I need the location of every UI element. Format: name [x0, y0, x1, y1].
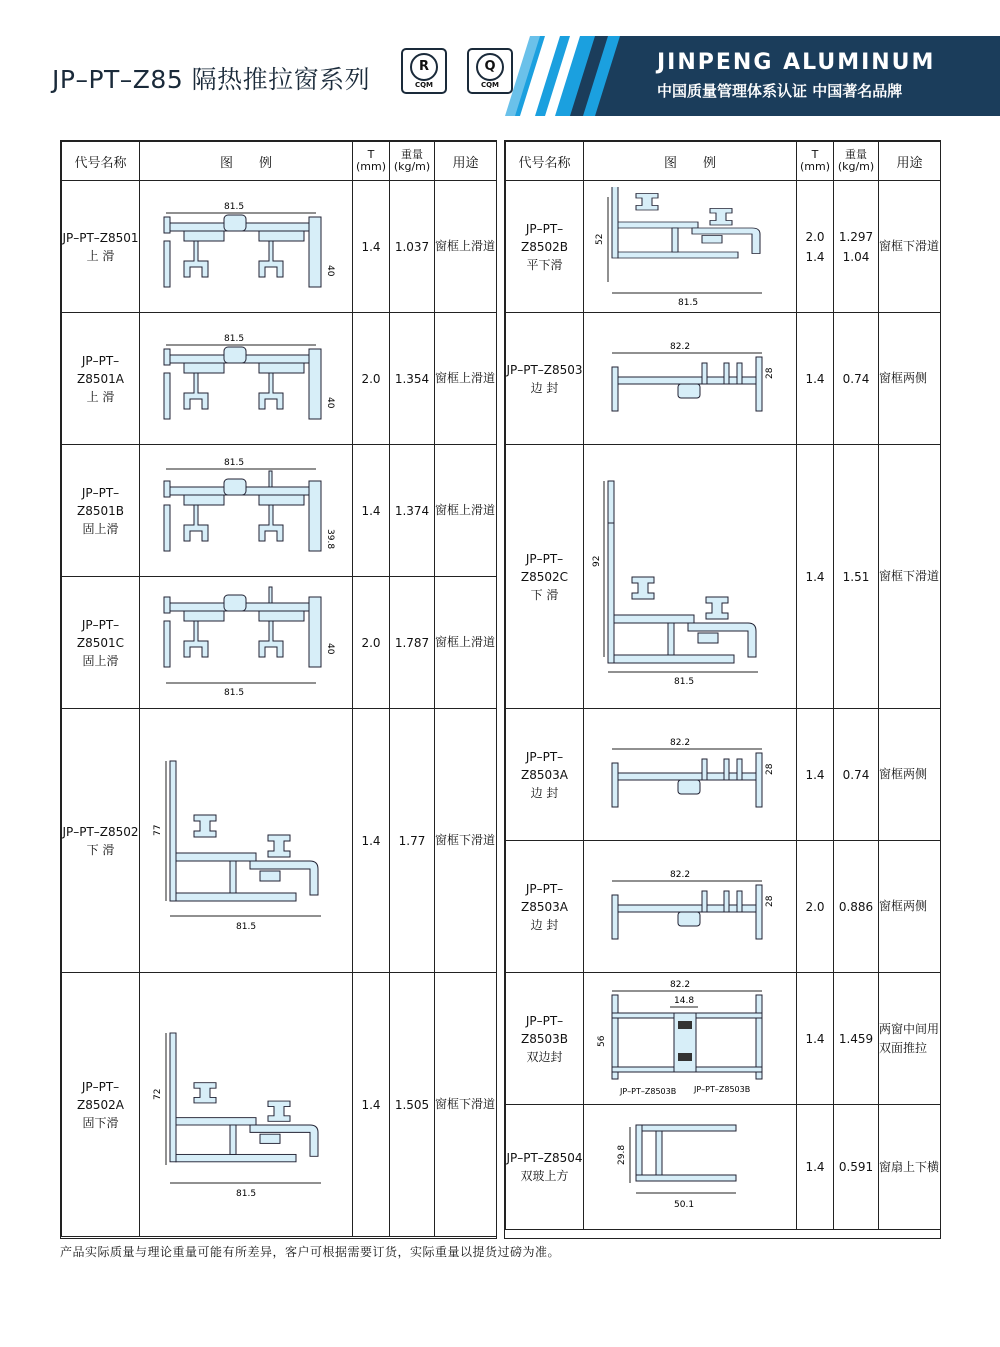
svg-text:28: 28	[765, 367, 775, 379]
svg-text:29.8: 29.8	[617, 1144, 627, 1165]
profile-drawing	[584, 313, 797, 445]
col-header-code: 代号名称	[62, 142, 140, 181]
table-header-row: 代号名称 图 例 T (mm) 重量 (kg/m) 用途	[506, 142, 941, 181]
brand-name: JINPENG ALUMINUM	[657, 50, 936, 75]
table-row: JP–PT–Z8502C 下 滑 92 81.5 1.4 1.51 窗框下滑道	[506, 445, 941, 709]
table-row: JP–PT–Z8502B 平下滑 52 81.5 2.0 1.4 1.297 1.04 窗框下滑道	[506, 181, 941, 313]
svg-text:40: 40	[325, 642, 335, 654]
table-row: JP–PT–Z8502 下 滑 77 81.5 1.4 1.77 窗框下滑道	[62, 709, 497, 973]
cqm-r-certificate-icon: R CQM	[401, 48, 447, 94]
svg-text:82.2: 82.2	[670, 979, 691, 990]
table-row: JP–PT–Z8503 边 封 82.2 28 1.4 0.74 窗框两侧	[506, 313, 941, 445]
svg-text:28: 28	[765, 763, 775, 775]
svg-text:JP–PT–Z8503B: JP–PT–Z8503B	[620, 1086, 677, 1096]
svg-text:82.2: 82.2	[670, 869, 691, 880]
profile-drawing	[140, 709, 353, 973]
table-row: JP–PT–Z8503B 双边封 82.2 14.8 56 JP–PT–Z8503B JP–PT–Z8503B 1.4 1.459 两窗中间用双面推拉	[506, 973, 941, 1105]
col-header-drawing: 图 例	[140, 142, 353, 181]
table-row: JP–PT–Z8501C 固上滑 81.5 40 2.0 1.787 窗框上滑道	[62, 577, 497, 709]
svg-text:81.5: 81.5	[224, 457, 245, 468]
table-row: JP–PT–Z8503A 边 封 82.2 28 1.4 0.74 窗框两侧	[506, 709, 941, 841]
table-row: JP–PT–Z8502A 固下滑 72 81.5 1.4 1.505 窗框下滑道	[62, 973, 497, 1237]
svg-text:77: 77	[153, 824, 163, 836]
page-title: JP–PT–Z85 隔热推拉窗系列	[52, 65, 371, 94]
footer-note: 产品实际质量与理论重量可能有所差异，客户可根据需要订货，实际重量以提货过磅为准。	[60, 1245, 561, 1259]
table-header-row	[62, 142, 497, 181]
profile-drawing	[140, 181, 353, 313]
table-row: JP–PT–Z8501 上 滑 81.5 40 1.4 1.037 窗框上滑道	[62, 181, 497, 313]
svg-text:28: 28	[765, 895, 775, 907]
svg-text:72: 72	[153, 1088, 163, 1100]
svg-text:82.2: 82.2	[670, 737, 691, 748]
svg-text:82.2: 82.2	[670, 341, 691, 352]
left-spec-table	[60, 140, 497, 1239]
svg-text:40: 40	[325, 264, 335, 276]
table-row: JP–PT–Z8501B 固上滑 81.5 39.8 1.4 1.374 窗框上滑道	[62, 445, 497, 577]
profile-drawing	[140, 577, 353, 709]
col-header-use: 用途	[435, 142, 497, 181]
profile-drawing	[584, 1105, 797, 1230]
svg-text:81.5: 81.5	[224, 201, 245, 212]
svg-text:39.8: 39.8	[325, 528, 335, 549]
table-row: JP–PT–Z8504 双玻上方 29.8 50.1 1.4 0.591 窗扇上下横	[506, 1105, 941, 1230]
col-header-thickness: T (mm)	[353, 142, 390, 181]
profile-drawing	[140, 445, 353, 577]
profile-drawing	[140, 313, 353, 445]
profile-drawing	[584, 973, 797, 1105]
cqm-q-certificate-icon: Q CQM	[467, 48, 513, 94]
right-spec-table	[504, 140, 941, 1239]
svg-text:40: 40	[325, 396, 335, 408]
svg-text:52: 52	[595, 233, 605, 245]
svg-text:14.8: 14.8	[674, 995, 695, 1006]
table-row: JP–PT–Z8501A 上 滑 81.5 40 2.0 1.354 窗框上滑道	[62, 313, 497, 445]
svg-text:81.5: 81.5	[224, 687, 245, 698]
svg-text:81.5: 81.5	[224, 333, 245, 344]
brand-tagline: 中国质量管理体系认证 中国著名品牌	[657, 82, 903, 100]
svg-text:81.5: 81.5	[236, 921, 257, 932]
svg-text:92: 92	[592, 555, 602, 567]
profile-drawing	[584, 709, 797, 841]
svg-text:50.1: 50.1	[674, 1200, 695, 1210]
svg-text:81.5: 81.5	[678, 297, 699, 307]
profile-drawing	[140, 973, 353, 1237]
col-header-weight: 重量 (kg/m)	[390, 142, 435, 181]
svg-text:56: 56	[597, 1035, 607, 1047]
svg-text:JP–PT–Z8503B: JP–PT–Z8503B	[694, 1084, 751, 1094]
profile-drawing	[584, 841, 797, 973]
svg-text:81.5: 81.5	[674, 676, 695, 687]
table-row: JP–PT–Z8503A 边 封 82.2 28 2.0 0.886 窗框两侧	[506, 841, 941, 973]
profile-drawing	[584, 445, 797, 709]
svg-text:81.5: 81.5	[236, 1188, 257, 1199]
profile-drawing	[584, 181, 797, 313]
